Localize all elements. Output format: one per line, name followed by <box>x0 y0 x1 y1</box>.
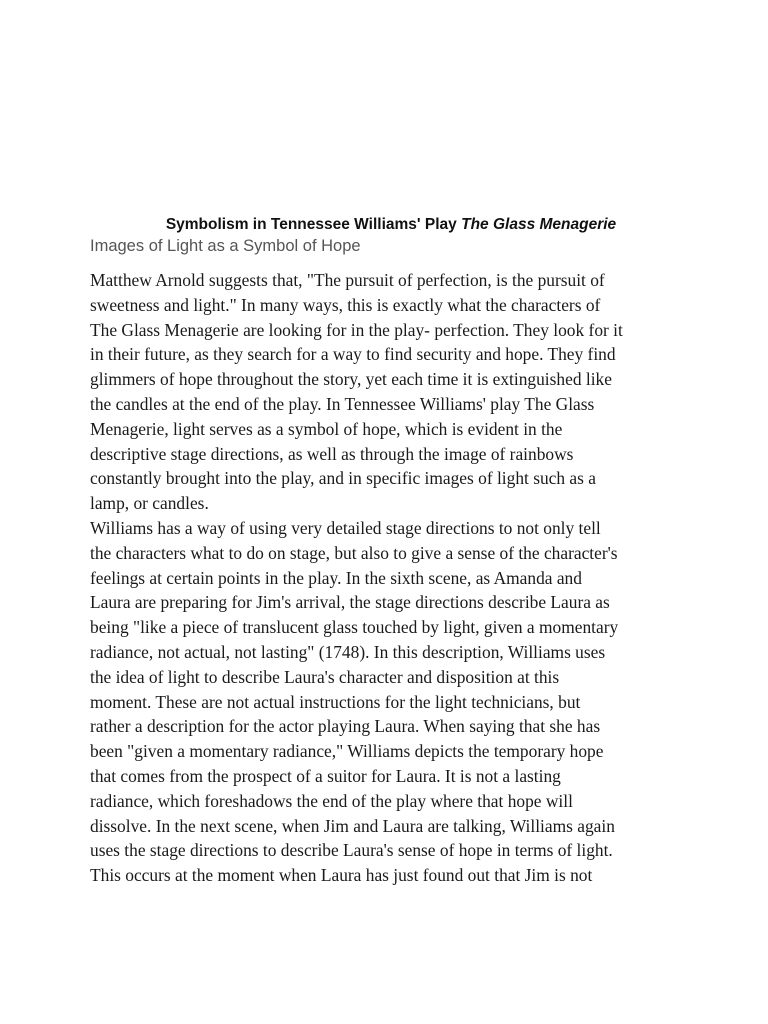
body-line: sweetness and light." In many ways, this is exactly what the characters of <box>90 294 601 315</box>
body-line: rather a description for the actor playing Laura. When saying that she has <box>90 716 601 737</box>
body-line: descriptive stage directions, as well as through the image of rainbows <box>90 443 574 464</box>
body-line: feelings at certain points in the play. In the sixth scene, as Amanda and <box>90 567 582 588</box>
body-line: that comes from the prospect of a suitor for Laura. It is not a lasting <box>90 765 561 786</box>
body-line: Williams has a way of using very detailed stage directions to not only tell <box>90 517 601 538</box>
body-line: dissolve. In the next scene, when Jim and Laura are talking, Williams again <box>90 815 615 836</box>
body-line: constantly brought into the play, and in specific images of light such as a <box>90 468 596 489</box>
body-line: Matthew Arnold suggests that, "The pursuit of perfection, is the pursuit of <box>90 270 605 290</box>
essay-subtitle: Images of Light as a Symbol of Hope <box>90 237 361 255</box>
body-line: The Glass Menagerie are looking for in the play- perfection. They look for it <box>90 319 623 340</box>
body-line: radiance, which foreshadows the end of the play where that hope will <box>90 790 573 811</box>
body-line: been "given a momentary radiance," Williams depicts the temporary hope <box>90 741 604 762</box>
body-line: the characters what to do on stage, but also to give a sense of the character's <box>90 542 618 563</box>
body-line: the idea of light to describe Laura's character and disposition at this <box>90 666 560 687</box>
body-line: uses the stage directions to describe Laura's sense of hope in terms of light. <box>90 840 613 861</box>
essay-title-italic: The Glass Menagerie <box>461 216 617 233</box>
essay-body <box>90 268 690 888</box>
body-line: in their future, as they search for a way to find security and hope. They find <box>90 344 616 365</box>
essay-title <box>0 215 768 235</box>
body-line: This occurs at the moment when Laura has just found out that Jim is not <box>90 865 593 886</box>
body-line: the candles at the end of the play. In Tennessee Williams' play The Glass <box>90 393 595 414</box>
body-line: radiance, not actual, not lasting" (1748). In this description, Williams uses <box>90 641 606 662</box>
body-line: moment. These are not actual instructions for the light technicians, but <box>90 691 581 712</box>
body-line: being "like a piece of translucent glass touched by light, given a momentary <box>90 617 619 638</box>
body-line: lamp, or candles. <box>90 493 209 514</box>
body-line: Menagerie, light serves as a symbol of hope, which is evident in the <box>90 418 563 439</box>
body-line: Laura are preparing for Jim's arrival, the stage directions describe Laura as <box>90 592 610 613</box>
body-line: glimmers of hope throughout the story, yet each time it is extinguished like <box>90 369 612 390</box>
essay-title-main: Symbolism in Tennessee Williams' Play <box>165 216 462 233</box>
